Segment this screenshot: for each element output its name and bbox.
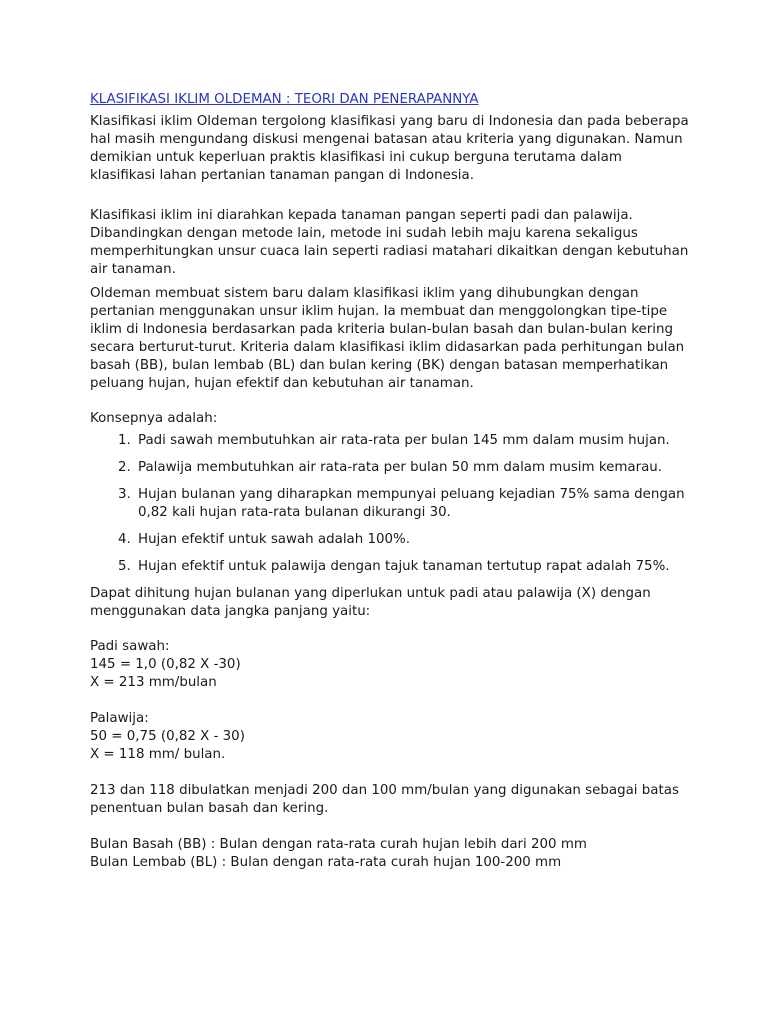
paragraph-calculation-intro: Dapat dihitung hujan bulanan yang diperlukan untuk padi atau palawija (X) dengan menggunakan data jangka panjang yaitu: — [90, 586, 651, 619]
definition-humid-month: Bulan Lembab (BL) : Bulan dengan rata-rata curah hujan 100-200 mm — [90, 855, 562, 870]
paragraph-oldeman-system: Oldeman membuat sistem baru dalam klasifikasi iklim yang dihubungkan dengan pertanian menggunakan unsur iklim hujan. Ia membuat dan menggolongkan tipe-tipe iklim di Indonesia berdasarkan pada kriteria bulan-bulan basah dan bulan-bulan kering secara berturut-turut. Kriteria dalam klasifikasi iklim didasarkan pada perhitungan bulan basah (BB), bulan lembab (BL) dan bulan kering (BK) dengan batasan memperhatikan peluang hujan, hujan efektif dan kebutuhan air tanaman. — [90, 286, 685, 391]
document-page — [90, 91, 690, 872]
concept-item: 4. Hujan efektif untuk sawah adalah 100%. — [135, 531, 690, 549]
concept-item: 5. Hujan efektif untuk palawija dengan tajuk tanaman tertutup rapat adalah 75%. — [135, 558, 690, 576]
padi-equation-1: 145 = 1,0 (0,82 X -30) — [90, 657, 241, 672]
paragraph-target-crops: Klasifikasi iklim ini diarahkan kepada tanaman pangan seperti padi dan palawija. Dibandingkan dengan metode lain, metode ini sudah lebih maju karena sekaligus memperhitungkan unsur cuaca lain seperti radiasi matahari dikaitkan dengan kebutuhan air tanaman. — [90, 208, 689, 277]
month-definitions — [90, 836, 690, 872]
paragraph-concept-heading: Konsepnya adalah: — [90, 411, 218, 426]
palawija-equation-2: X = 118 mm/ bulan. — [90, 747, 226, 762]
padi-calculation — [90, 638, 690, 692]
document-title-link[interactable]: KLASIFIKASI IKLIM OLDEMAN : TEORI DAN PENERAPANNYA — [90, 92, 479, 107]
concept-item: 3. Hujan bulanan yang diharapkan mempunyai peluang kejadian 75% sama dengan 0,82 kali hujan rata-rata bulanan dikurangi 30. — [135, 486, 690, 522]
palawija-calculation — [90, 710, 690, 764]
definition-wet-month: Bulan Basah (BB) : Bulan dengan rata-rata curah hujan lebih dari 200 mm — [90, 837, 587, 852]
paragraph-intro: Klasifikasi iklim Oldeman tergolong klasifikasi yang baru di Indonesia dan pada beberapa hal masih mengundang diskusi mengenai batasan atau kriteria yang digunakan. Namun demikian untuk keperluan praktis klasifikasi ini cukup berguna terutama dalam klasifikasi lahan pertanian tanaman pangan di Indonesia. — [90, 114, 689, 183]
padi-label: Padi sawah: — [90, 639, 170, 654]
padi-equation-2: X = 213 mm/bulan — [90, 675, 217, 690]
palawija-equation-1: 50 = 0,75 (0,82 X - 30) — [90, 729, 245, 744]
concept-item: 2. Palawija membutuhkan air rata-rata per bulan 50 mm dalam musim kemarau. — [135, 459, 690, 477]
concept-item: 1. Padi sawah membutuhkan air rata-rata per bulan 145 mm dalam musim hujan. — [135, 432, 690, 450]
palawija-label: Palawija: — [90, 711, 149, 726]
paragraph-rounding: 213 dan 118 dibulatkan menjadi 200 dan 100 mm/bulan yang digunakan sebagai batas penentuan bulan basah dan kering. — [90, 783, 679, 816]
concept-list — [90, 432, 690, 576]
